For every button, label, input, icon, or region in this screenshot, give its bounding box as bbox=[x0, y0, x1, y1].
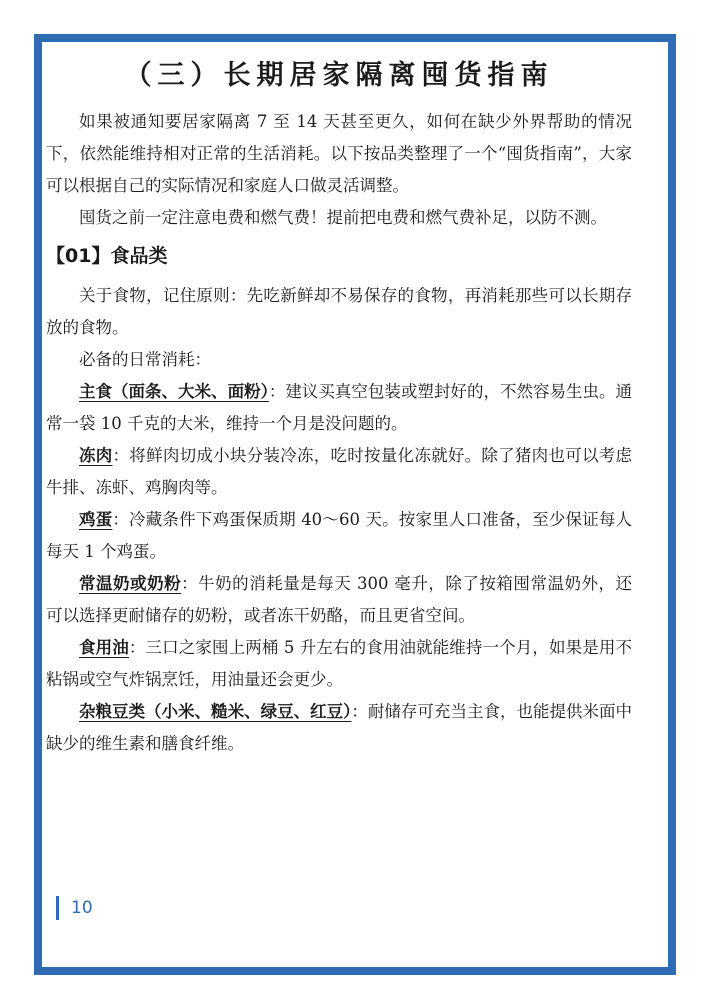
body-paragraph: 必备的日常消耗： bbox=[79, 350, 211, 369]
page-number: 10 bbox=[56, 896, 93, 920]
food-item-text: 将鲜肉切成小块分装冷冻，吃时按量化冻就好。除了猪肉也可以考虑牛排、冻虾、鸡胸肉等。 bbox=[46, 446, 632, 497]
food-item-text: 建议买真空包装或塑封好的，不然容易生虫。通常一袋 10 千克的大米，维持一个月是没问题的。 bbox=[46, 382, 633, 433]
food-item bbox=[46, 504, 632, 568]
food-item-label: 食用油 bbox=[79, 638, 129, 657]
page-title: （三）长期居家隔离囤货指南 bbox=[124, 60, 554, 91]
food-item-separator: ： bbox=[181, 574, 199, 593]
food-item bbox=[46, 568, 632, 632]
body-paragraph: 关于食物，记住原则：先吃新鲜却不易保存的食物，再消耗那些可以长期存放的食物。 bbox=[46, 286, 632, 337]
food-item-label: 主食（面条、大米、面粉） bbox=[79, 382, 269, 401]
food-item bbox=[46, 696, 632, 760]
food-item-separator: ： bbox=[112, 446, 130, 465]
food-item-separator: ： bbox=[351, 702, 368, 721]
food-item-label: 冻肉 bbox=[79, 446, 113, 465]
food-item-text: 牛奶的消耗量是每天 300 毫升，除了按箱囤常温奶外，还可以选择更耐储存的奶粉，或者冻干奶酪，而且更省空间。 bbox=[46, 574, 633, 625]
document-body bbox=[46, 56, 632, 760]
food-item-text: 耐储存可充当主食，也能提供米面中缺少的维生素和膳食纤维。 bbox=[46, 702, 633, 753]
food-item-separator: ： bbox=[112, 510, 130, 529]
food-item bbox=[46, 440, 632, 504]
food-item-label: 杂粮豆类（小米、糙米、绿豆、红豆） bbox=[79, 702, 352, 721]
food-item-text: 冷藏条件下鸡蛋保质期 40～60 天。按家里人口准备，至少保证每人每天 1 个鸡蛋。 bbox=[46, 510, 633, 561]
intro-paragraph: 如果被通知要居家隔离 7 至 14 天甚至更久，如何在缺少外界帮助的情况下，依然能维持相对正常的生活消耗。以下按品类整理了一个“囤货指南”，大家可以根据自己的实际情况和家庭人口做灵活调整。 bbox=[46, 112, 632, 195]
food-item bbox=[46, 632, 632, 696]
intro-paragraph: 囤货之前一定注意电费和燃气费！提前把电费和燃气费补足，以防不测。 bbox=[79, 208, 607, 227]
section-heading: 【01】食品类 bbox=[46, 245, 168, 267]
food-item bbox=[46, 376, 632, 440]
food-item-separator: ： bbox=[268, 382, 286, 401]
food-item-separator: ： bbox=[128, 638, 146, 657]
food-item-text: 三口之家囤上两桶 5 升左右的食用油就能维持一个月，如果是用不粘锅或空气炸锅烹饪，用油量还会更少。 bbox=[46, 638, 633, 689]
food-item-label: 鸡蛋 bbox=[79, 510, 113, 529]
food-item-label: 常温奶或奶粉 bbox=[79, 574, 182, 593]
